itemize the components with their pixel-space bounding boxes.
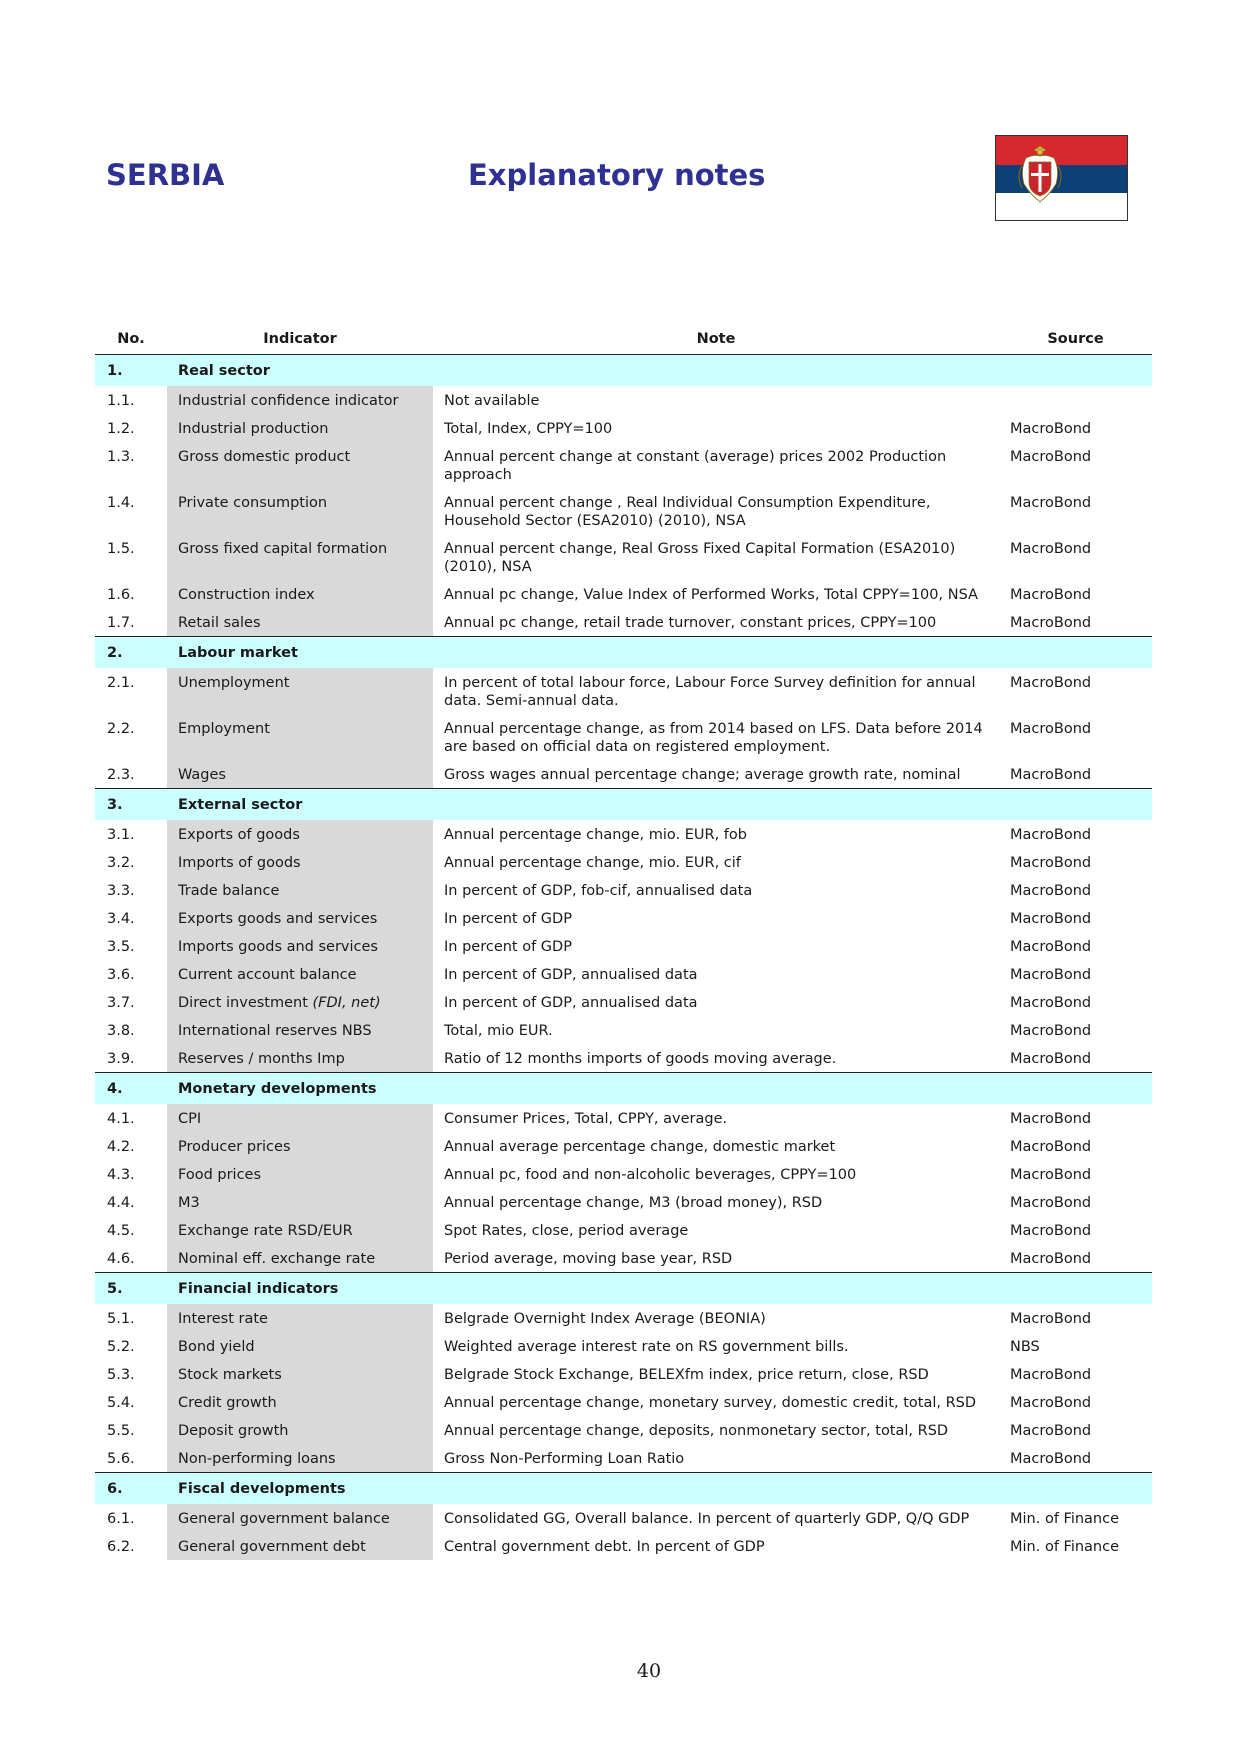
- table-header-row: [95, 324, 1152, 355]
- indicator-text: Direct investment: [178, 995, 308, 1011]
- row-indicator: [167, 820, 433, 848]
- indicator-text: Current account balance: [178, 967, 357, 983]
- section-title: External sector: [167, 789, 433, 821]
- row-indicator: [167, 534, 433, 580]
- row-indicator: [167, 760, 433, 789]
- row-note: Gross Non-Performing Loan Ratio: [444, 1451, 685, 1467]
- country-title: SERBIA: [106, 158, 225, 192]
- row-indicator: [167, 1016, 433, 1044]
- flag-stripe-red: [996, 136, 1128, 165]
- row-source: MacroBond: [1010, 1051, 1092, 1067]
- indicator-text: Imports of goods: [178, 855, 301, 871]
- row-source: MacroBond: [1010, 1423, 1092, 1439]
- row-number: 3.6.: [107, 967, 135, 983]
- row-source: MacroBond: [1010, 1195, 1092, 1211]
- row-note: In percent of GDP, fob-cif, annualised data: [444, 883, 753, 899]
- row-note: Annual percent change at constant (average) prices 2002 Production approach: [444, 449, 947, 483]
- indicator-text: Private consumption: [178, 495, 328, 511]
- table-row: [95, 714, 1152, 760]
- row-indicator: [167, 608, 433, 637]
- row-note: Annual percentage change, mio. EUR, cif: [444, 855, 741, 871]
- table-row: [95, 1244, 1152, 1273]
- indicator-text: Interest rate: [178, 1311, 268, 1327]
- table-row: [95, 1444, 1152, 1473]
- page-title: Explanatory notes: [468, 158, 766, 192]
- indicator-text: Wages: [178, 767, 226, 783]
- row-source: MacroBond: [1010, 911, 1092, 927]
- row-number: 1.5.: [107, 541, 135, 557]
- row-number: 3.4.: [107, 911, 135, 927]
- row-source: [999, 386, 1152, 414]
- section-number: 1.: [95, 355, 167, 387]
- row-note: Annual percentage change, mio. EUR, fob: [444, 827, 747, 843]
- indicator-text: Imports goods and services: [178, 939, 378, 955]
- row-number: 1.4.: [107, 495, 135, 511]
- row-number: 4.5.: [107, 1223, 135, 1239]
- row-indicator: [167, 1532, 433, 1560]
- row-indicator: [167, 442, 433, 488]
- row-number: 2.3.: [107, 767, 135, 783]
- indicator-text: Exchange rate RSD/EUR: [178, 1223, 353, 1239]
- row-source: MacroBond: [1010, 995, 1092, 1011]
- section-title: Real sector: [167, 355, 433, 387]
- section-number: 3.: [95, 789, 167, 821]
- row-indicator: [167, 488, 433, 534]
- indicator-text: Gross fixed capital formation: [178, 541, 388, 557]
- table-row: [95, 1360, 1152, 1388]
- section-fill: [999, 1473, 1152, 1505]
- row-number: 4.4.: [107, 1195, 135, 1211]
- section-row: [95, 1273, 1152, 1305]
- indicator-text: Unemployment: [178, 675, 290, 691]
- row-number: 6.2.: [107, 1539, 135, 1555]
- row-source: MacroBond: [1010, 767, 1092, 783]
- row-source: MacroBond: [1010, 1251, 1092, 1267]
- row-note: Consumer Prices, Total, CPPY, average.: [444, 1111, 728, 1127]
- section-fill: [999, 789, 1152, 821]
- row-source: MacroBond: [1010, 587, 1092, 603]
- indicator-text: M3: [178, 1195, 200, 1211]
- row-note: Spot Rates, close, period average: [444, 1223, 689, 1239]
- row-number: 5.3.: [107, 1367, 135, 1383]
- row-source: MacroBond: [1010, 1139, 1092, 1155]
- row-indicator: [167, 1332, 433, 1360]
- row-note: In percent of GDP, annualised data: [444, 967, 698, 983]
- row-note: Ratio of 12 months imports of goods moving average.: [444, 1051, 837, 1067]
- flag-stripe-white: [996, 193, 1128, 221]
- table-row: [95, 1044, 1152, 1073]
- section-row: [95, 637, 1152, 669]
- serbia-flag: [995, 135, 1128, 221]
- indicator-text: Employment: [178, 721, 270, 737]
- indicator-text: Trade balance: [178, 883, 280, 899]
- table-row: [95, 1332, 1152, 1360]
- row-source: MacroBond: [1010, 1395, 1092, 1411]
- row-number: 5.5.: [107, 1423, 135, 1439]
- row-note: Annual percent change , Real Individual Consumption Expenditure, Household Sector (ESA2010) (2010), NSA: [444, 495, 931, 529]
- indicator-text: Retail sales: [178, 615, 261, 631]
- row-indicator: [167, 848, 433, 876]
- section-fill: [433, 1273, 999, 1305]
- row-indicator: [167, 988, 433, 1016]
- table-row: [95, 1188, 1152, 1216]
- indicator-text: Exports goods and services: [178, 911, 378, 927]
- row-indicator: [167, 904, 433, 932]
- row-number: 1.7.: [107, 615, 135, 631]
- row-indicator: [167, 1244, 433, 1273]
- table-row: [95, 442, 1152, 488]
- indicator-text: Food prices: [178, 1167, 262, 1183]
- row-indicator: [167, 386, 433, 414]
- row-number: 1.2.: [107, 421, 135, 437]
- header-no: No.: [117, 331, 145, 347]
- indicator-text: General government balance: [178, 1511, 390, 1527]
- header-note: Note: [696, 331, 736, 347]
- indicator-text: Nominal eff. exchange rate: [178, 1251, 376, 1267]
- row-source: MacroBond: [1010, 1023, 1092, 1039]
- table-row: [95, 1388, 1152, 1416]
- table-row: [95, 1016, 1152, 1044]
- section-number: 5.: [95, 1273, 167, 1305]
- row-number: 1.3.: [107, 449, 135, 465]
- row-number: 1.1.: [107, 393, 135, 409]
- indicator-text: Gross domestic product: [178, 449, 351, 465]
- row-source: NBS: [1010, 1339, 1040, 1355]
- row-number: 5.2.: [107, 1339, 135, 1355]
- row-source: MacroBond: [1010, 541, 1092, 557]
- section-row: [95, 789, 1152, 821]
- table-row: [95, 668, 1152, 714]
- row-indicator: [167, 1360, 433, 1388]
- row-source: MacroBond: [1010, 855, 1092, 871]
- row-source: Min. of Finance: [1010, 1511, 1120, 1527]
- row-source: MacroBond: [1010, 615, 1092, 631]
- row-indicator: [167, 1132, 433, 1160]
- table-row: [95, 534, 1152, 580]
- row-number: 3.3.: [107, 883, 135, 899]
- section-title: Monetary developments: [167, 1073, 433, 1105]
- row-note: Annual pc, food and non-alcoholic beverages, CPPY=100: [444, 1167, 857, 1183]
- row-note: Annual percentage change, as from 2014 based on LFS. Data before 2014 are based on official data on registered employment.: [444, 721, 983, 755]
- section-fill: [433, 1073, 999, 1105]
- table-row: [95, 608, 1152, 637]
- table-row: [95, 848, 1152, 876]
- row-note: Consolidated GG, Overall balance. In percent of quarterly GDP, Q/Q GDP: [444, 1511, 970, 1527]
- row-number: 3.9.: [107, 1051, 135, 1067]
- row-note: Belgrade Stock Exchange, BELEXfm index, price return, close, RSD: [444, 1367, 929, 1383]
- indicator-text: Construction index: [178, 587, 315, 603]
- table-row: [95, 760, 1152, 789]
- section-number: 2.: [95, 637, 167, 669]
- section-fill: [433, 1473, 999, 1505]
- row-source: MacroBond: [1010, 827, 1092, 843]
- table-row: [95, 1216, 1152, 1244]
- row-note: In percent of GDP, annualised data: [444, 995, 698, 1011]
- section-fill: [999, 637, 1152, 669]
- row-number: 1.6.: [107, 587, 135, 603]
- row-note: In percent of GDP: [444, 911, 572, 927]
- table-row: [95, 1416, 1152, 1444]
- row-number: 5.6.: [107, 1451, 135, 1467]
- section-row: [95, 355, 1152, 387]
- row-number: 3.5.: [107, 939, 135, 955]
- section-fill: [999, 1273, 1152, 1305]
- section-number: 6.: [95, 1473, 167, 1505]
- table-row: [95, 988, 1152, 1016]
- row-source: MacroBond: [1010, 1367, 1092, 1383]
- row-indicator: [167, 1504, 433, 1532]
- table-row: [95, 1160, 1152, 1188]
- flag-stripe-blue: [996, 165, 1128, 193]
- indicator-text: Producer prices: [178, 1139, 291, 1155]
- row-note: In percent of total labour force, Labour Force Survey definition for annual data. Semi-annual data.: [444, 675, 976, 709]
- section-number: 4.: [95, 1073, 167, 1105]
- table-row: [95, 414, 1152, 442]
- row-note: Annual percentage change, M3 (broad money), RSD: [444, 1195, 823, 1211]
- indicator-text: Non-performing loans: [178, 1451, 336, 1467]
- row-indicator: [167, 1104, 433, 1132]
- indicator-text: Industrial production: [178, 421, 329, 437]
- indicator-text: Exports of goods: [178, 827, 300, 843]
- row-note: Total, Index, CPPY=100: [444, 421, 613, 437]
- row-note: Central government debt. In percent of GDP: [444, 1539, 765, 1555]
- row-source: MacroBond: [1010, 883, 1092, 899]
- table-row: [95, 1504, 1152, 1532]
- row-number: 4.6.: [107, 1251, 135, 1267]
- indicator-text: Credit growth: [178, 1395, 277, 1411]
- row-number: 2.2.: [107, 721, 135, 737]
- row-source: MacroBond: [1010, 1111, 1092, 1127]
- indicator-text: CPI: [178, 1111, 202, 1127]
- row-number: 5.4.: [107, 1395, 135, 1411]
- row-note: Period average, moving base year, RSD: [444, 1251, 733, 1267]
- row-note: Annual pc change, Value Index of Performed Works, Total CPPY=100, NSA: [444, 587, 978, 603]
- section-fill: [433, 355, 999, 387]
- row-indicator: [167, 1160, 433, 1188]
- row-number: 4.2.: [107, 1139, 135, 1155]
- flag-icon: [996, 136, 1128, 221]
- row-note: Gross wages annual percentage change; average growth rate, nominal: [444, 767, 961, 783]
- row-source: MacroBond: [1010, 1223, 1092, 1239]
- row-source: MacroBond: [1010, 1311, 1092, 1327]
- section-fill: [433, 789, 999, 821]
- row-number: 3.8.: [107, 1023, 135, 1039]
- row-source: MacroBond: [1010, 721, 1092, 737]
- row-source: MacroBond: [1010, 675, 1092, 691]
- section-title: Labour market: [167, 637, 433, 669]
- header-source: Source: [1047, 331, 1104, 347]
- row-indicator: [167, 1416, 433, 1444]
- row-indicator: [167, 714, 433, 760]
- table-row: [95, 488, 1152, 534]
- row-source: MacroBond: [1010, 939, 1092, 955]
- row-source: MacroBond: [1010, 967, 1092, 983]
- table-row: [95, 580, 1152, 608]
- row-source: Min. of Finance: [1010, 1539, 1120, 1555]
- header-indicator: Indicator: [263, 331, 337, 347]
- row-indicator: [167, 932, 433, 960]
- row-number: 3.1.: [107, 827, 135, 843]
- row-number: 4.1.: [107, 1111, 135, 1127]
- table-row: [95, 876, 1152, 904]
- row-indicator: [167, 1444, 433, 1473]
- section-title: Fiscal developments: [167, 1473, 433, 1505]
- table-row: [95, 1304, 1152, 1332]
- row-number: 5.1.: [107, 1311, 135, 1327]
- indicator-text: Deposit growth: [178, 1423, 289, 1439]
- indicator-text: Industrial confidence indicator: [178, 393, 399, 409]
- row-note: Not available: [444, 393, 540, 409]
- explanatory-notes-table: [95, 324, 1152, 1560]
- row-indicator: [167, 580, 433, 608]
- row-note: Weighted average interest rate on RS government bills.: [444, 1339, 849, 1355]
- row-source: MacroBond: [1010, 1451, 1092, 1467]
- table-row: [95, 386, 1152, 414]
- row-note: Annual percentage change, monetary survey, domestic credit, total, RSD: [444, 1395, 977, 1411]
- row-source: MacroBond: [1010, 421, 1092, 437]
- section-fill: [999, 1073, 1152, 1105]
- indicator-text: General government debt: [178, 1539, 366, 1555]
- section-fill: [433, 637, 999, 669]
- indicator-text: Reserves / months Imp: [178, 1051, 345, 1067]
- table-body: [95, 355, 1152, 1561]
- row-number: 6.1.: [107, 1511, 135, 1527]
- row-number: 4.3.: [107, 1167, 135, 1183]
- section-row: [95, 1073, 1152, 1105]
- row-note: Total, mio EUR.: [444, 1023, 553, 1039]
- row-source: MacroBond: [1010, 1167, 1092, 1183]
- section-row: [95, 1473, 1152, 1505]
- row-note: Annual percent change, Real Gross Fixed Capital Formation (ESA2010) (2010), NSA: [444, 541, 956, 575]
- indicator-text: Bond yield: [178, 1339, 255, 1355]
- section-title: Financial indicators: [167, 1273, 433, 1305]
- section-fill: [999, 355, 1152, 387]
- indicator-italic-text: (FDI, net): [312, 995, 381, 1011]
- row-note: In percent of GDP: [444, 939, 572, 955]
- row-indicator: [167, 1304, 433, 1332]
- row-number: 3.2.: [107, 855, 135, 871]
- row-source: MacroBond: [1010, 495, 1092, 511]
- row-number: 3.7.: [107, 995, 135, 1011]
- row-source: MacroBond: [1010, 449, 1092, 465]
- row-indicator: [167, 1216, 433, 1244]
- row-note: Annual pc change, retail trade turnover, constant prices, CPPY=100: [444, 615, 937, 631]
- table-row: [95, 960, 1152, 988]
- table-row: [95, 1532, 1152, 1560]
- row-number: 2.1.: [107, 675, 135, 691]
- table-row: [95, 820, 1152, 848]
- table-row: [95, 904, 1152, 932]
- indicator-text: International reserves NBS: [178, 1023, 372, 1039]
- row-indicator: [167, 876, 433, 904]
- table-row: [95, 1104, 1152, 1132]
- row-indicator: [167, 668, 433, 714]
- row-indicator: [167, 414, 433, 442]
- row-indicator: [167, 1044, 433, 1073]
- row-indicator: [167, 1188, 433, 1216]
- row-note: Annual average percentage change, domestic market: [444, 1139, 836, 1155]
- page-number: 40: [636, 1660, 662, 1682]
- row-indicator: [167, 1388, 433, 1416]
- indicator-text: Stock markets: [178, 1367, 282, 1383]
- table-row: [95, 1132, 1152, 1160]
- table-row: [95, 932, 1152, 960]
- row-note: Belgrade Overnight Index Average (BEONIA): [444, 1311, 766, 1327]
- row-note: Annual percentage change, deposits, nonmonetary sector, total, RSD: [444, 1423, 949, 1439]
- row-indicator: [167, 960, 433, 988]
